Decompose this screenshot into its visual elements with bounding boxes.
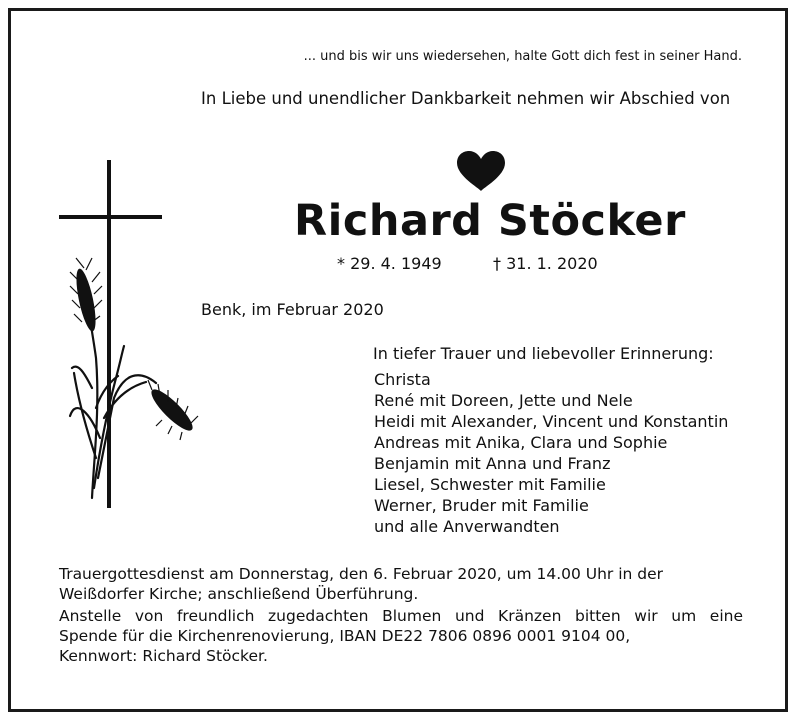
mourner-item: René mit Doreen, Jette und Nele <box>374 391 633 410</box>
mourner-item: Christa <box>374 370 431 389</box>
service-line: Weißdorfer Kirche; anschließend Überführung. <box>59 585 419 603</box>
death-date: † 31. 1. 2020 <box>493 254 598 273</box>
place-date: Benk, im Februar 2020 <box>201 300 384 319</box>
mourning-heading: In tiefer Trauer und liebevoller Erinnerung: <box>373 344 714 363</box>
donation-line: Anstelle von freundlich zugedachten Blumen und Kränzen bitten wir um eine <box>59 607 743 625</box>
mourners-list <box>374 369 728 537</box>
mourner-item: Benjamin mit Anna und Franz <box>374 454 611 473</box>
mourner-item: Andreas mit Anika, Clara und Sophie <box>374 433 668 452</box>
mourner-item: Werner, Bruder mit Familie <box>374 496 589 515</box>
quote: ... und bis wir uns wiedersehen, halte Gott dich fest in seiner Hand. <box>303 49 742 64</box>
donation-info <box>59 606 743 666</box>
donation-line: Kennwort: Richard Stöcker. <box>59 647 268 665</box>
intro-text: In Liebe und unendlicher Dankbarkeit nehmen wir Abschied von <box>201 89 731 108</box>
heart-icon <box>455 150 507 192</box>
mourner-item: und alle Anverwandten <box>374 517 560 536</box>
cross-with-wheat-icon <box>56 158 201 510</box>
donation-line: Spende für die Kirchenrenovierung, IBAN DE22 7806 0896 0001 9104 00, <box>59 627 631 645</box>
mourner-item: Liesel, Schwester mit Familie <box>374 475 606 494</box>
birth-date: * 29. 4. 1949 <box>337 254 442 273</box>
mourner-item: Heidi mit Alexander, Vincent und Konstantin <box>374 412 729 431</box>
service-line: Trauergottesdienst am Donnerstag, den 6. Februar 2020, um 14.00 Uhr in der <box>59 565 664 583</box>
service-info <box>59 564 743 604</box>
deceased-name: Richard Stöcker <box>294 196 686 246</box>
